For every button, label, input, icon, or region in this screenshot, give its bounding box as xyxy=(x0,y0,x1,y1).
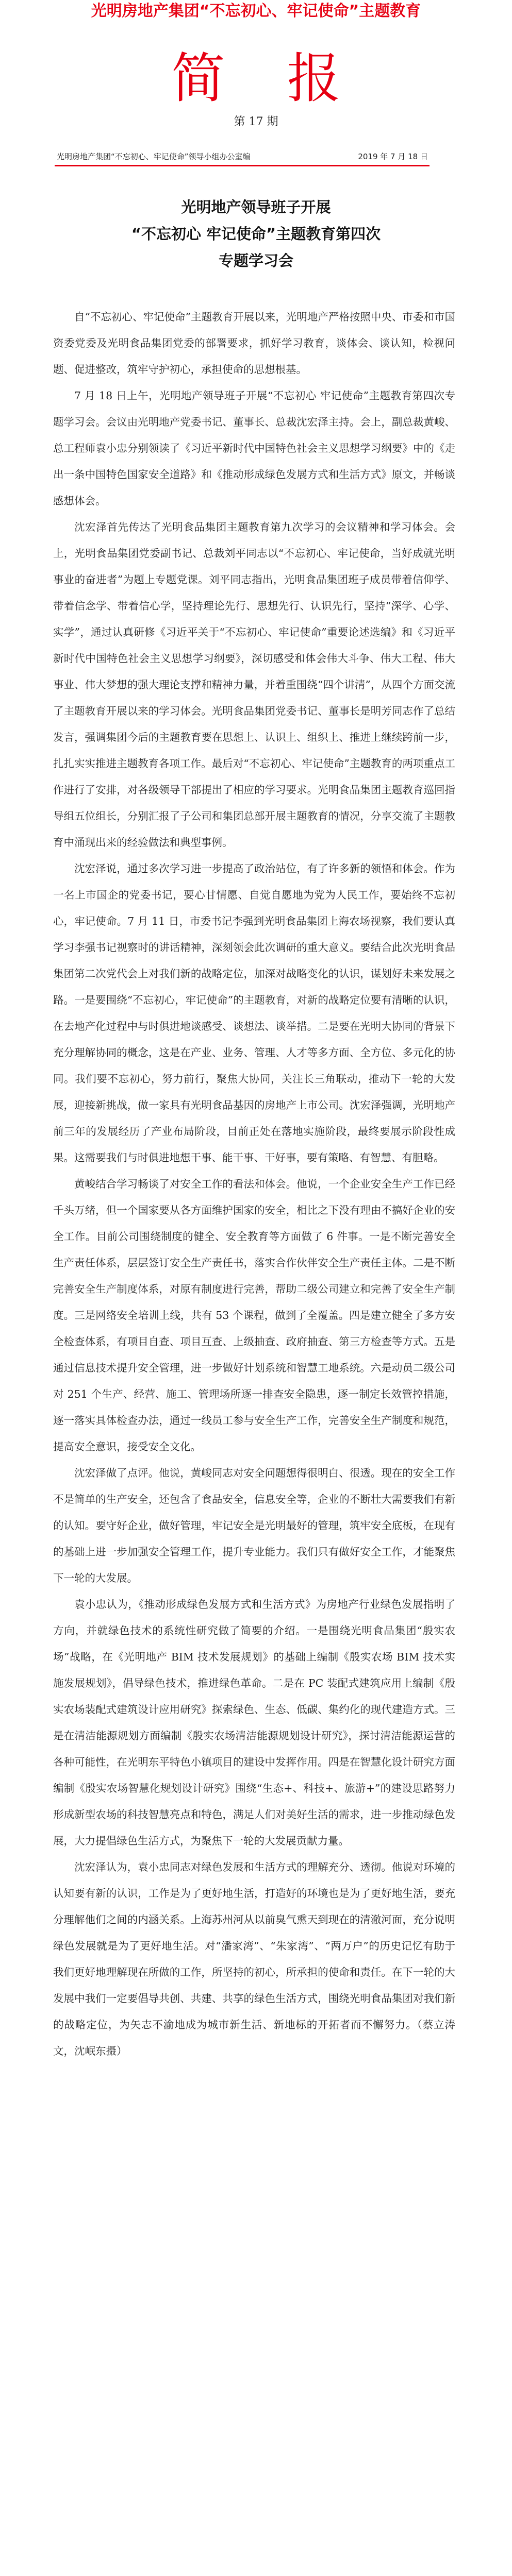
paragraph-huang-safety: 黄峻结合学习畅谈了对安全工作的看法和体会。他说，一个企业安全生产工作已经千头万绪，但一个国家要从各方面维护国家的安全，相比之下没有理由不搞好企业的安全工作。目前公司围绕制度的健全、安全教育等方面做了 6 件事。一是不断完善安全生产责任体系，层层签订安全生产责任书，落实合作伙伴安全生产责任主体。二是不断完善安全生产制度体系，对原有制度进行完善，帮助二级公司建立和完善了安全生产制度。三是网络安全培训上线，共有 53 个课程，做到了全覆盖。四是建立健全了多方安全检查体系，有项目自查、项目互查、上级抽查、政府抽查、第三方检查等方式。五是通过信息技术提升安全管理，进一步做好计划系统和智慧工地系统。六是动员二级公司对 251 个生产、经营、施工、管理场所逐一排查安全隐患，逐一制定长效管控措施，逐一落实具体检查办法，通过一线员工参与安全生产工作，完善安全生产制度和规范，提高安全意识，接受安全文化。 xyxy=(53,1178,455,1453)
article-title-line-1: 光明地产领导班子开展 xyxy=(181,198,331,216)
paragraph-shen-comment-safety: 沈宏泽做了点评。他说，黄峻同志对安全问题想得很明白、很透。现在的安全工作不是简单的生产安全，还包含了食品安全，信息安全等，企业的不断壮大需要我们有新的认知。要守好企业，做好管理，牢记安全是光明最好的管理，筑牢安全底板，在现有的基础上进一步加强安全管理工作，提升专业能力。我们只有做好安全工作，才能聚焦下一轮的大发展。 xyxy=(53,1467,455,1584)
paragraph-shen-comment-green: 沈宏泽认为，袁小忠同志对绿色发展和生活方式的理解充分、透彻。他说对环境的认知要有新的认识，工作是为了更好地生活，打造好的环境也是为了更好地生活，要充分理解他们之间的内涵关系。上海苏州河从以前臭气熏天到现在的清澈河面，充分说明绿色发展就是为了更好地生活。对“潘家湾”、“朱家湾”、“两万户”的历史记忆有助于我们更好地理解现在所做的工作，所坚持的初心，所承担的使命和责任。在下一轮的大发展中我们一定要倡导共创、共建、共享的绿色生活方式，围绕光明食品集团对我们新的战略定位，为矢志不渝地成为城市新生活、新地标的开拓者而不懈努力。（蔡立涛文，沈岷东摄） xyxy=(53,1861,455,2057)
masthead-char-jian: 简 xyxy=(171,47,225,110)
paragraph-group-study: 沈宏泽首先传达了光明食品集团主题教育第九次学习的会议精神和学习体会。会上，光明食品集团党委副书记、总裁刘平同志以“不忘初心、牢记使命，当好成就光明事业的奋进者”为题上专题党课。刘平同志指出，光明食品集团班子成员带着信仰学、带着信念学、带着信心学，坚持理论先行、思想先行、认识先行，坚持“深学、心学、实学”，通过认真研修《习近平关于“不忘初心、牢记使命”重要论述选编》和《习近平新时代中国特色社会主义思想学习纲要》，深切感受和体会伟大斗争、伟大工程、伟大事业、伟大梦想的强大理论支撑和精神力量，并着重围绕“四个讲清”，从四个方面交流了主题教育开展以来的学习体会。光明食品集团党委书记、董事长是明芳同志作了总结发言，强调集团今后的主题教育要在思想上、认识上、组织上、推进上继续跨前一步，扎扎实实推进主题教育各项工作。最后对“不忘初心、牢记使命”主题教育的两项重点工作进行了安排，对各级领导干部提出了相应的学习要求。光明食品集团主题教育巡回指导组五位组长，分别汇报了子公司和集团总部开展主题教育的情况，分享交流了主题教育中涌现出来的经验做法和典型事例。 xyxy=(53,521,455,849)
article-title xyxy=(0,194,512,274)
article-title-line-2: “不忘初心 牢记使命”主题教育第四次 xyxy=(131,225,381,243)
editor-office: 光明房地产集团“不忘初心、牢记使命”领导小组办公室编 xyxy=(57,152,251,161)
article-title-line-3: 专题学习会 xyxy=(218,252,293,269)
briefing-masthead xyxy=(0,47,512,109)
issue-number: 第 17 期 xyxy=(234,115,278,128)
paragraph-shen-remarks: 沈宏泽说，通过多次学习进一步提高了政治站位，有了许多新的领悟和体会。作为一名上市国企的党委书记，要心甘情愿、自觉自愿地为党为人民工作，要始终不忘初心，牢记使命。7 月 11 日，市委书记李强到光明食品集团上海农场视察，我们要认真学习李强书记视察时的讲话精神，深刻领会此次调研的重大意义。要结合此次光明食品集团第二次党代会上对我们新的战略定位，加深对战略变化的认识，谋划好未来发展之路。一是要围绕“不忘初心，牢记使命”的主题教育，对新的战略定位要有清晰的认识，在去地产化过程中与时俱进地谈感受、谈想法、谈举措。二是要在光明大协同的背景下充分理解协同的概念，这是在产业、业务、管理、人才等多方面、全方位、多元化的协同。我们要不忘初心，努力前行，聚焦大协同，关注长三角联动，推动下一轮的大发展，迎接新挑战，做一家具有光明食品基因的房地产上市公司。沈宏泽强调，光明地产前三年的发展经历了产业布局阶段，目前正处在落地实施阶段，最终要展示阶段性成果。这需要我们与时俱进地想干事、能干事、干好事，要有策略、有智慧、有胆略。 xyxy=(53,862,455,1164)
briefing-banner: 光明房地产集团“不忘初心、牢记使命”主题教育 xyxy=(91,2,421,20)
red-divider xyxy=(55,165,430,166)
paragraph-intro: 自“不忘初心、牢记使命”主题教育开展以来，光明地产严格按照中央、市委和市国资委党委及光明食品集团党委的部署要求，抓好学习教育，谈体会、谈认知，检视问题、促进整改，筑牢守护初心，承担使命的思想根基。 xyxy=(53,311,455,376)
masthead-char-bao: 报 xyxy=(287,47,341,110)
publish-date: 2019 年 7 月 18 日 xyxy=(358,152,428,161)
paragraph-meeting: 7 月 18 日上午，光明地产领导班子开展“不忘初心 牢记使命”主题教育第四次专题学习会。会议由光明地产党委书记、董事长、总裁沈宏泽主持。会上，副总裁黄峻、总工程师袁小忠分别领读了《习近平新时代中国特色社会主义思想学习纲要》中的《走出一条中国特色国家安全道路》和《推动形成绿色发展方式和生活方式》原文，并畅谈感想体会。 xyxy=(53,389,455,507)
editor-line xyxy=(57,150,428,163)
paragraph-yuan-green: 袁小忠认为，《推动形成绿色发展方式和生活方式》为房地产行业绿色发展指明了方向，并就绿色技术的系统性研究做了简要的介绍。一是围绕光明食品集团“殷实农场”战略，在《光明地产 BIM 技术发展规划》的基础上编制《殷实农场 BIM 技术实施发展规划》，倡导绿色技术，推进绿色革命。二是在 PC 装配式建筑应用上编制《殷实农场装配式建筑设计应用研究》探索绿色、生态、低碳、集约化的现代建造方式。三是在清洁能源规划方面编制《殷实农场清洁能源规划设计研究》，探讨清洁能源运营的各种可能性，在光明东平特色小镇项目的建设中发挥作用。四是在智慧化设计研究方面编制《殷实农场智慧化规划设计研究》围绕“生态+、科技+、旅游+”的建设思路努力形成新型农场的科技智慧亮点和特色，满足人们对美好生活的需求，进一步推动绿色发展，大力提倡绿色生活方式，为聚焦下一轮的大发展贡献力量。 xyxy=(53,1598,455,1847)
article-body xyxy=(53,304,455,2064)
